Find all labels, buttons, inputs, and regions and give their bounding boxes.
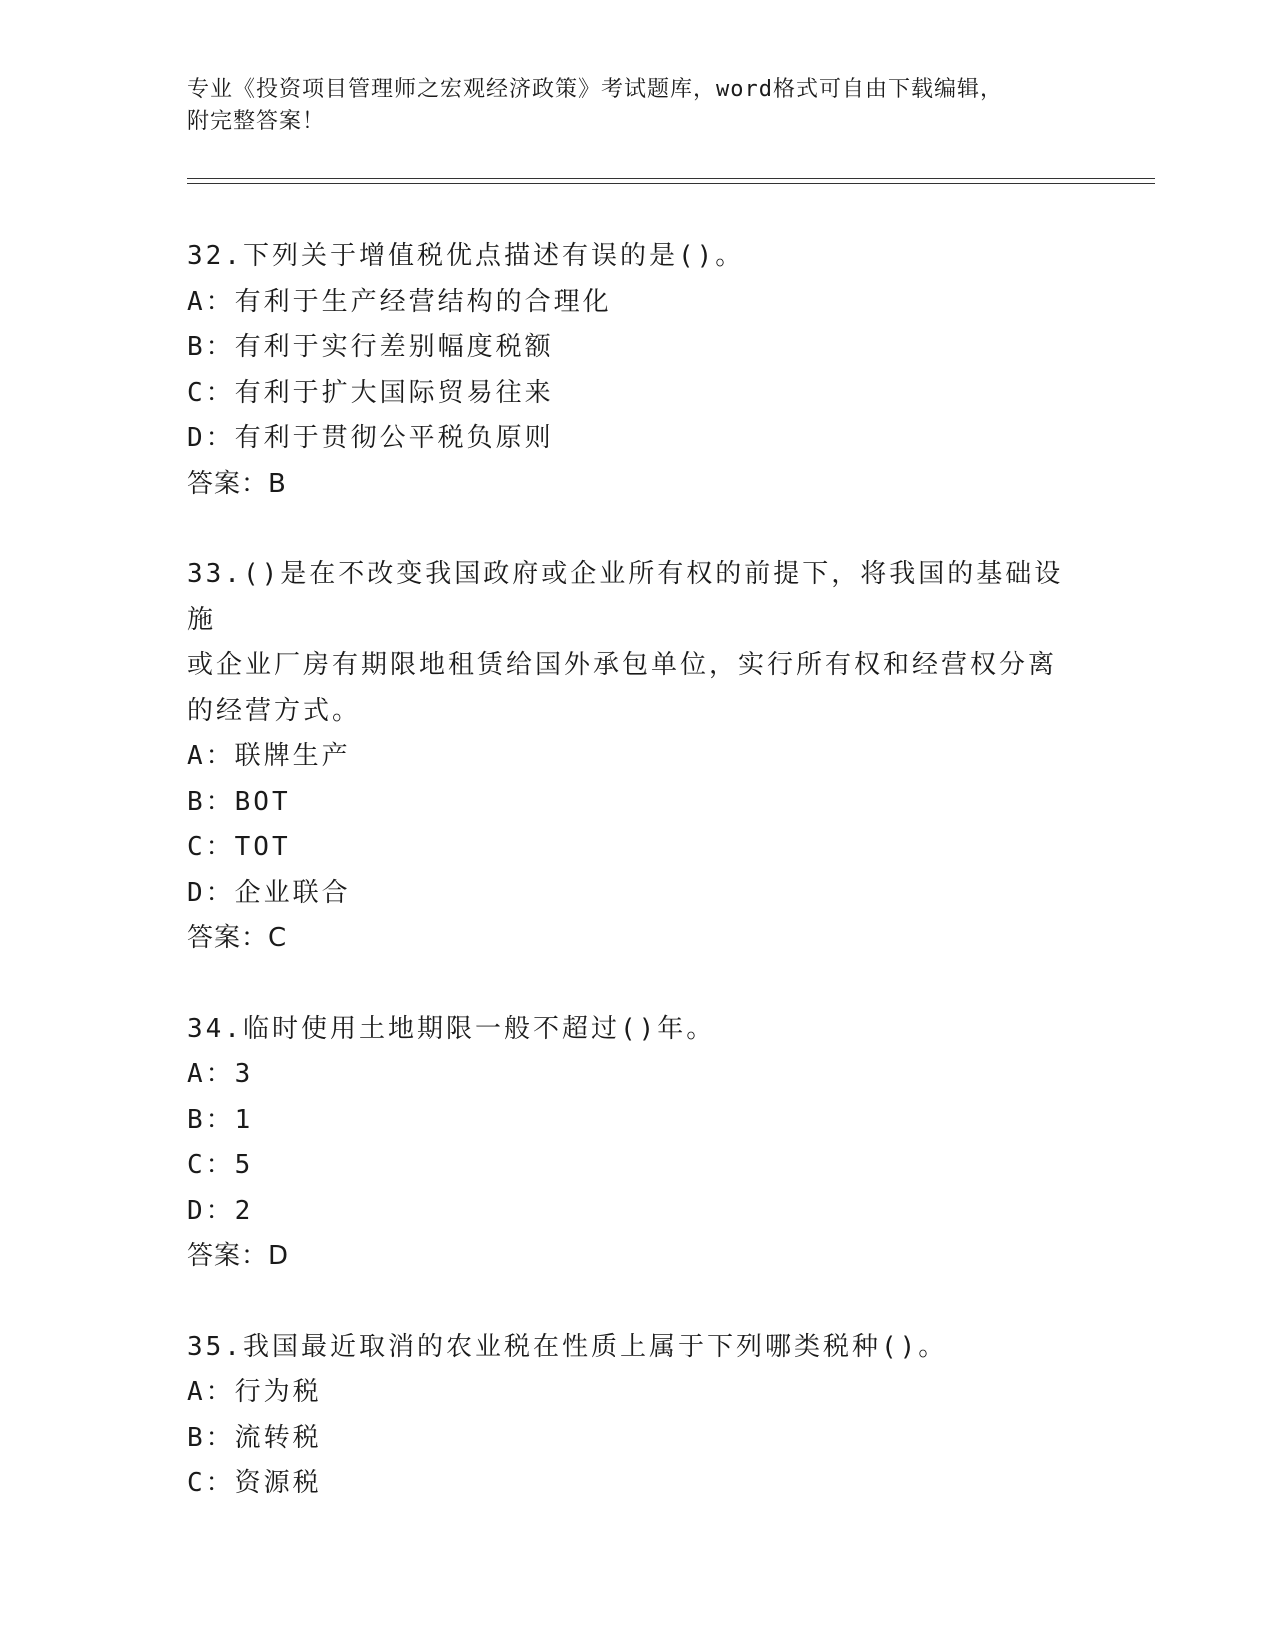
option-c: C：有利于扩大国际贸易往来 — [187, 377, 554, 408]
option-c: C：TOT — [187, 832, 291, 862]
option-b: B：有利于实行差别幅度税额 — [187, 332, 554, 362]
spacer — [187, 1280, 1087, 1325]
header-rule-bottom — [187, 183, 1155, 184]
question-stem-line: 或企业厂房有期限地租赁给国外承包单位，实行所有权和经营权分离 — [187, 650, 1058, 680]
question-32 — [187, 234, 1087, 507]
option-d: D：有利于贯彻公平税负原则 — [187, 423, 554, 453]
option-b: B：1 — [187, 1104, 254, 1135]
option-a: A：联牌生产 — [187, 741, 351, 771]
spacer — [187, 507, 1087, 552]
option-a: A：3 — [187, 1059, 254, 1089]
question-34 — [187, 1007, 1087, 1280]
answer: 答案：D — [187, 1241, 290, 1271]
question-stem-line: 32.下列关于增值税优点描述有误的是()。 — [187, 241, 745, 271]
option-d: D：2 — [187, 1195, 254, 1226]
spacer — [187, 962, 1087, 1007]
question-stem-line: 35.我国最近取消的农业税在性质上属于下列哪类税种()。 — [187, 1331, 948, 1362]
option-b: B：流转税 — [187, 1422, 322, 1453]
header-line-1: 专业《投资项目管理师之宏观经济政策》考试题库，word格式可自由下载编辑， — [187, 77, 1003, 102]
question-stem-line: 34.临时使用土地期限一般不超过()年。 — [187, 1013, 716, 1044]
question-33 — [187, 552, 1087, 962]
answer: 答案：C — [187, 923, 288, 953]
question-stem-line: 的经营方式。 — [187, 695, 362, 726]
header-rule-top — [187, 178, 1155, 179]
document-header — [187, 74, 1067, 138]
header-line-2: 附完整答案！ — [187, 109, 326, 134]
answer: 答案：B — [187, 468, 287, 499]
question-list — [187, 234, 1087, 1507]
option-c: C：资源税 — [187, 1468, 322, 1498]
option-d: D：企业联合 — [187, 877, 351, 908]
option-b: B：BOT — [187, 786, 291, 817]
option-a: A：行为税 — [187, 1377, 322, 1407]
question-35 — [187, 1325, 1087, 1507]
option-c: C：5 — [187, 1150, 254, 1180]
question-stem-line: 33.()是在不改变我国政府或企业所有权的前提下，将我国的基础设施 — [187, 559, 1064, 635]
option-a: A：有利于生产经营结构的合理化 — [187, 286, 612, 317]
